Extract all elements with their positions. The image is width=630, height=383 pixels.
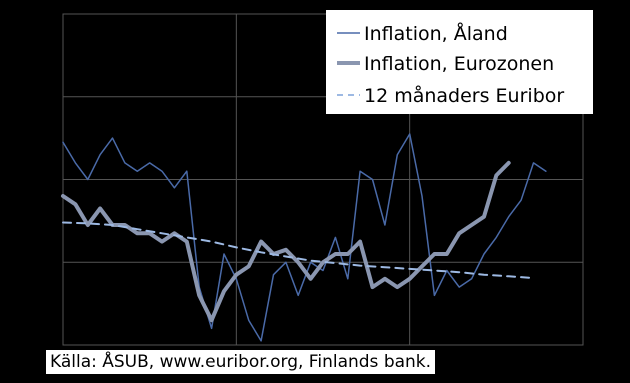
- legend-label-inflation-aland: Inflation, Åland: [364, 23, 508, 45]
- source-note: Källa: ÅSUB, www.euribor.org, Finlands bank.: [46, 350, 435, 374]
- legend: [326, 10, 593, 114]
- legend-label-12-manaders-euribor: 12 månaders Euribor: [364, 85, 565, 107]
- legend-label-inflation-eurozonen: Inflation, Eurozonen: [364, 53, 555, 75]
